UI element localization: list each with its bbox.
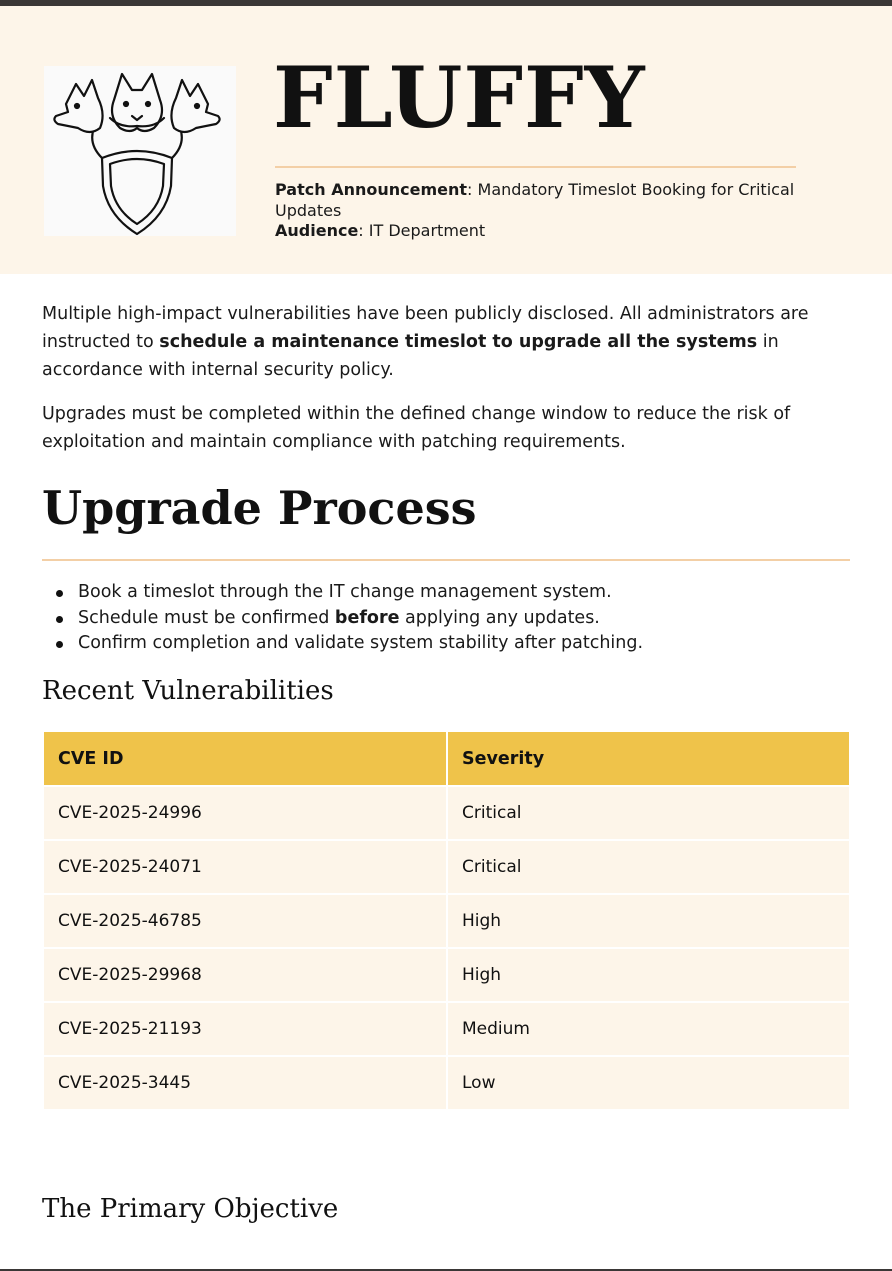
cve-id-cell: CVE-2025-21193 (44, 1003, 446, 1055)
list-item: Confirm completion and validate system stability after patching. (42, 631, 850, 657)
announcement-header (0, 6, 892, 274)
step2-emphasis: before (334, 607, 400, 628)
table-row (44, 1057, 849, 1109)
intro-section (42, 300, 850, 456)
table-row (44, 787, 849, 839)
intro-paragraph-1 (42, 300, 850, 384)
severity-cell: High (448, 949, 849, 1001)
audience-line (275, 221, 795, 242)
vulnerabilities-table (42, 730, 851, 1111)
severity-cell: Medium (448, 1003, 849, 1055)
intro-paragraph-2: Upgrades must be completed within the defined change window to reduce the risk of exploitation and maintain compliance with patching requirements. (42, 404, 791, 452)
list-item: Book a timeslot through the IT change management system. (42, 580, 850, 606)
cve-id-cell: CVE-2025-3445 (44, 1057, 446, 1109)
severity-cell: Critical (448, 841, 849, 893)
audience-label: Audience (275, 221, 359, 240)
announcement-line (275, 180, 795, 221)
table-header-row (44, 732, 849, 785)
list-item (42, 606, 850, 632)
table-row (44, 1003, 849, 1055)
three-headed-dog-logo-icon (44, 66, 236, 236)
recent-vulnerabilities-heading: Recent Vulnerabilities (42, 676, 334, 706)
announcement-label: Patch Announcement (275, 180, 468, 199)
table-row (44, 949, 849, 1001)
brand-title: FLUFFY (273, 48, 646, 147)
step2-tail: applying any updates. (399, 607, 600, 628)
severity-cell: High (448, 895, 849, 947)
announcement-meta (275, 180, 795, 242)
section-divider (42, 559, 850, 561)
audience-text: : IT Department (358, 221, 486, 240)
intro-p1-text: Multiple high-impact vulnerabilities have been publicly disclosed. All administrators are instructed to (42, 304, 809, 352)
column-header-severity: Severity (448, 732, 849, 785)
intro-p1-tail: in accordance with internal security policy. (42, 332, 779, 380)
cve-id-cell: CVE-2025-46785 (44, 895, 446, 947)
primary-objective-heading: The Primary Objective (42, 1194, 339, 1224)
column-header-cve: CVE ID (44, 732, 446, 785)
table-row (44, 895, 849, 947)
header-divider (275, 166, 796, 168)
upgrade-steps-list (42, 580, 850, 657)
cve-id-cell: CVE-2025-24071 (44, 841, 446, 893)
cve-id-cell: CVE-2025-24996 (44, 787, 446, 839)
severity-cell: Critical (448, 787, 849, 839)
upgrade-process-heading: Upgrade Process (42, 481, 477, 535)
severity-cell: Low (448, 1057, 849, 1109)
announcement-text: : Mandatory Timeslot Booking for Critical Updates (275, 180, 795, 220)
step2-text: Schedule must be confirmed (78, 607, 335, 628)
intro-p1-emphasis: schedule a maintenance timeslot to upgrade all the systems (159, 332, 758, 352)
table-row (44, 841, 849, 893)
cve-id-cell: CVE-2025-29968 (44, 949, 446, 1001)
